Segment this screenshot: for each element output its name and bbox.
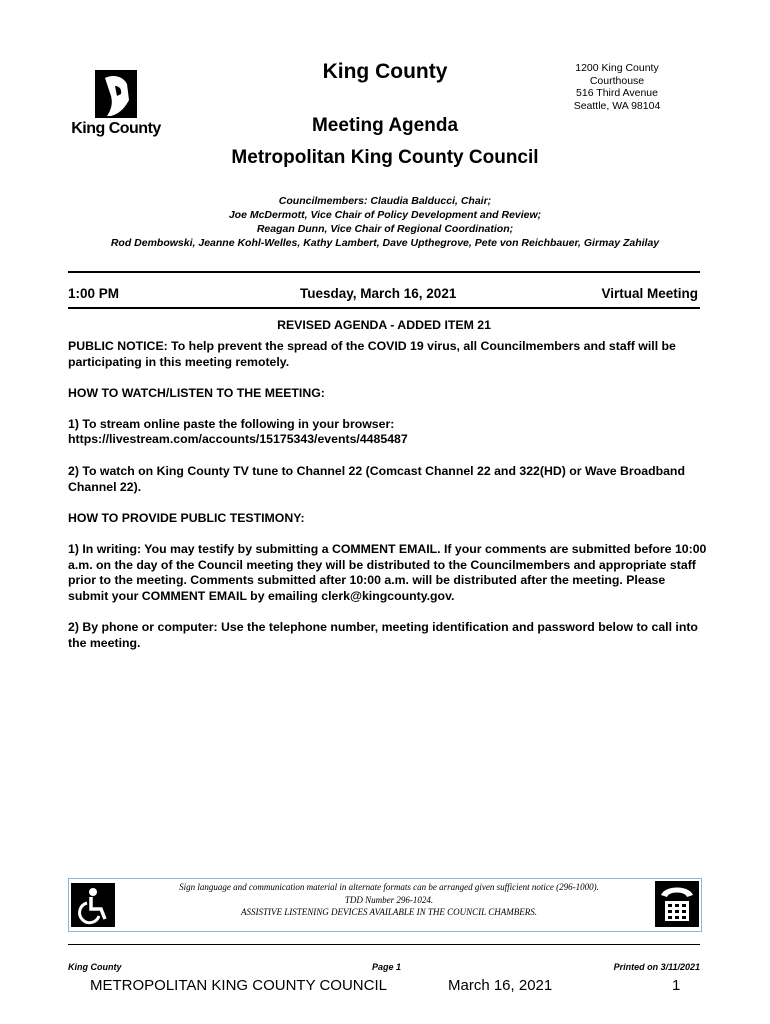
watch-step-1: 1) To stream online paste the following in your browser: (68, 417, 395, 431)
doc-title: Meeting Agenda (311, 115, 459, 136)
member-line: Rod Dembowski, Jeanne Kohl-Welles, Kathy Lambert, Dave Upthegrove, Pete von Reichbauer, Girmay Zahilay (110, 237, 660, 249)
meeting-date: Tuesday, March 16, 2021 (300, 286, 457, 301)
king-county-logo (68, 68, 164, 140)
tdd-telephone-icon (655, 881, 699, 927)
address-block (562, 62, 672, 112)
testimony-step-1: 1) In writing: You may testify by submitting a COMMENT EMAIL. If your comments are submitted before 10:00 a.m. on the day of the Council meeting they will be distributed to the Councilmembers and appropriate staff prior to the meeting. Comments submitted after 10:00 a.m. will be distributed after the meeting. Please submit your COMMENT EMAIL by emailing clerk@kingcounty.gov. (68, 542, 707, 603)
footer-page: Page 1 (372, 962, 402, 972)
testimony-heading: HOW TO PROVIDE PUBLIC TESTIMONY: (68, 511, 305, 525)
org-title: King County (322, 60, 448, 83)
watch-step-2: 2) To watch on King County TV tune to Channel 22 (Comcast Channel 22 and 322(HD) or Wave Broadband Channel 22). (68, 464, 685, 494)
address-line: Courthouse (589, 74, 645, 87)
revised-notice: REVISED AGENDA - ADDED ITEM 21 (277, 318, 491, 332)
note-line: ASSISTIVE LISTENING DEVICES AVAILABLE IN THE COUNCIL CHAMBERS. (240, 907, 538, 917)
accessibility-note (139, 881, 639, 919)
meeting-time: 1:00 PM (68, 286, 120, 301)
wheelchair-icon (71, 883, 115, 927)
address-line: Seattle, WA 98104 (573, 99, 661, 112)
footer-page-number: 1 (672, 977, 681, 994)
address-line: 516 Third Avenue (576, 87, 658, 99)
note-line: Sign language and communication material in alternate formats can be arranged given sufficient notice (296-1000). (179, 882, 599, 892)
member-line: Joe McDermott, Vice Chair of Policy Development and Review; (228, 209, 542, 221)
footer-org: King County (68, 962, 122, 972)
footer-printed: Printed on 3/11/2021 (613, 962, 700, 972)
footer-divider (68, 944, 700, 945)
public-notice: PUBLIC NOTICE: To help prevent the spread of the COVID 19 virus, all Councilmembers and staff will be participating in this meeting remotely. (68, 339, 676, 369)
council-name: Metropolitan King County Council (231, 147, 539, 168)
divider (68, 271, 700, 273)
footer-date: March 16, 2021 (448, 977, 553, 994)
councilmembers-list (0, 194, 770, 250)
mlk-portrait-icon (95, 70, 137, 118)
footer-council: METROPOLITAN KING COUNTY COUNCIL (90, 977, 387, 994)
member-line: Councilmembers: Claudia Balducci, Chair; (278, 195, 492, 207)
address-line: 1200 King County (575, 62, 659, 74)
watch-heading: HOW TO WATCH/LISTEN TO THE MEETING: (68, 386, 325, 400)
member-line: Reagan Dunn, Vice Chair of Regional Coordination; (256, 223, 514, 235)
note-line: TDD Number 296-1024. (344, 894, 434, 905)
testimony-step-2: 2) By phone or computer: Use the telephone number, meeting identification and password below to call into the meeting. (68, 620, 698, 650)
stream-url[interactable]: https://livestream.com/accounts/15175343/events/4485487 (68, 432, 408, 446)
divider (68, 307, 700, 309)
logo-wordmark: King County (71, 120, 161, 137)
meeting-location: Virtual Meeting (601, 286, 698, 301)
accessibility-box (68, 878, 702, 932)
